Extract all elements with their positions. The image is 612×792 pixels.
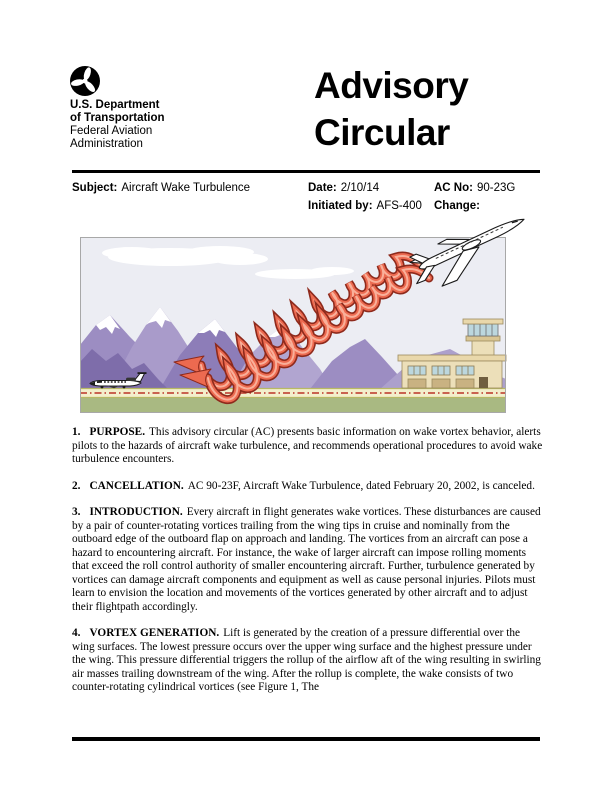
- header-rule: [72, 170, 540, 173]
- initiated-by-label: Initiated by:: [308, 200, 373, 212]
- date-label: Date:: [308, 182, 337, 194]
- agency-block: [70, 99, 165, 151]
- ac-no-value: 90-23G: [476, 182, 516, 194]
- building-windows: [408, 366, 474, 375]
- paragraph-number: 4.: [72, 627, 81, 639]
- paragraph-number: 1.: [72, 426, 81, 438]
- building-panels: [408, 379, 474, 388]
- paragraph-text: This advisory circular (AC) presents basic information on wake vortex behavior, alerts pilots to the hazards of aircraft wake turbulence, and recommends operational procedures to avoid wake turbulence encounters.: [72, 426, 543, 465]
- agency-line: of Transportation: [70, 112, 165, 124]
- dot-triskelion-icon: [68, 64, 102, 98]
- body-text: [72, 426, 544, 708]
- body-paragraph: [72, 426, 544, 467]
- paragraph-heading: CANCELLATION.: [89, 479, 184, 492]
- paragraph-heading: INTRODUCTION.: [89, 506, 183, 518]
- footer-rule: [72, 737, 540, 741]
- body-paragraph: [72, 506, 544, 614]
- agency-line: U.S. Department: [70, 99, 160, 111]
- meta-subject: [72, 179, 250, 197]
- grass: [80, 398, 506, 413]
- ac-no-label: AC No:: [434, 182, 473, 194]
- subject-value: Aircraft Wake Turbulence: [121, 182, 251, 194]
- agency-line: Federal Aviation: [70, 125, 153, 137]
- tower-door: [479, 377, 488, 388]
- paragraph-text: Lift is generated by the creation of a pressure differential over the wing surfaces. The lowest pressure occurs over the upper wing surface and the highest pressure under the wing. This pressure differential triggers the rollup of the airflow aft of the wing resulting in swirling air masses trailing downstream of the wing. After the rollup is complete, the wake consists of two counter-rotating cylindrical vortices (see Figure 1, The: [72, 627, 541, 693]
- title-line: Circular: [314, 112, 450, 153]
- subject-label: Subject:: [72, 182, 118, 194]
- paragraph-number: 2.: [72, 479, 81, 492]
- meta-acno-change: [434, 179, 515, 215]
- paragraph-heading: PURPOSE.: [89, 426, 146, 438]
- paragraph-text: AC 90-23F, Aircraft Wake Turbulence, dated February 20, 2002, is canceled.: [187, 479, 535, 492]
- body-paragraph: [72, 480, 544, 494]
- paragraph-text: Every aircraft in flight generates wake vortices. These disturbances are caused by a pair of counter-rotating vortices trailing from the wing tips in cruise and nominally from the outboard edge of the outboard flap on approach and landing. The vortices from an aircraft can pose a hazard to encountering aircraft. For instance, the wake of larger aircraft can impose rolling moments that exceed the roll control authority of smaller encountering aircraft. Further, turbulence generated by vortices can damage aircraft components and equipment as well as cause personal injuries. Pilots must learn to envision the location and movements of the vortices generated by other aircraft and to adjust their flightpath accordingly.: [72, 506, 541, 613]
- change-label: Change:: [434, 200, 480, 212]
- paragraph-heading: VORTEX GENERATION.: [89, 627, 220, 639]
- date-value: 2/10/14: [340, 182, 380, 194]
- title-line: Advisory: [314, 65, 469, 106]
- body-paragraph: [72, 627, 544, 695]
- initiated-by-value: AFS-400: [376, 200, 422, 212]
- document-title: [314, 62, 468, 156]
- wake-turbulence-illustration: [80, 212, 535, 413]
- agency-line: Administration: [70, 138, 143, 150]
- meta-date-initiated: [308, 179, 422, 215]
- paragraph-number: 3.: [72, 506, 81, 518]
